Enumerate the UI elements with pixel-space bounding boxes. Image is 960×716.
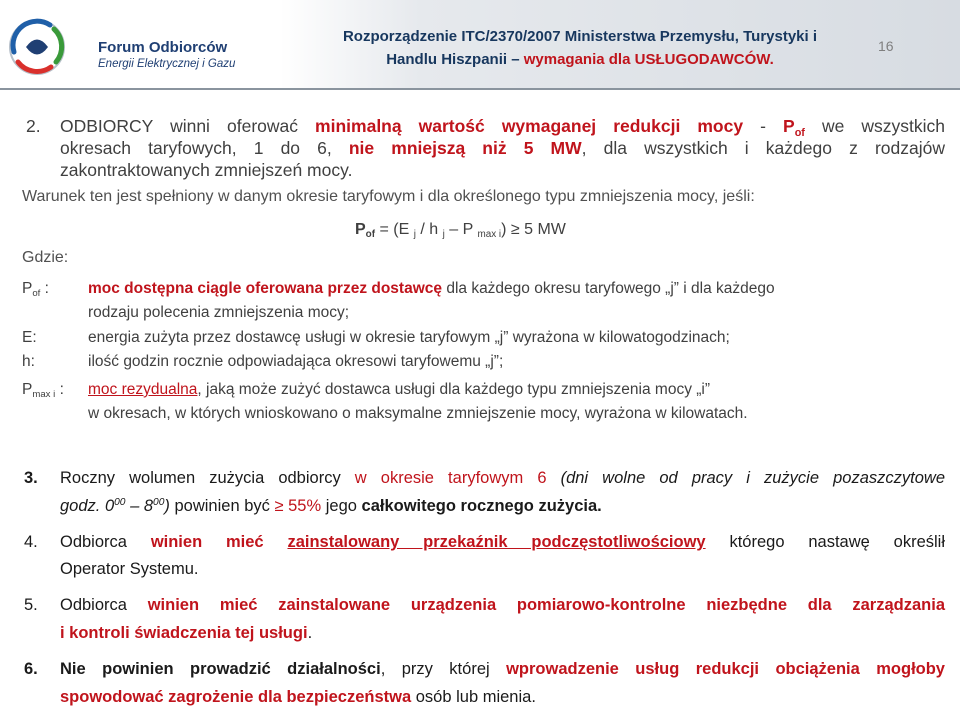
item4-text: Odbiorca	[60, 533, 151, 551]
item3-sup: 00	[114, 497, 126, 509]
formula-sub: j	[442, 229, 445, 241]
item3-text: Roczny wolumen zużycia odbiorcy	[60, 469, 355, 487]
item3-percent: 55%	[283, 497, 322, 515]
item4-number: 4.	[24, 533, 38, 551]
slide-title-line-1: Rozporządzenie ITC/2370/2007 Ministerstwa Przemysłu, Turystyki i	[342, 28, 818, 45]
def-pof-symbol	[22, 277, 84, 301]
item2-text: -	[743, 116, 783, 136]
item2-text: okresach taryfowych, 1 do 6,	[60, 138, 349, 158]
def-symbol: P	[22, 381, 33, 398]
formula-p: P	[355, 221, 366, 238]
item3-italic: (dni wolne od pracy i zużycie pozaszczytowe	[546, 469, 945, 487]
header-divider	[0, 88, 960, 90]
item6-emphasis: wprowadzenie usług redukcji obciążenia mogłoby	[506, 660, 945, 678]
item5-text: Odbiorca	[60, 596, 148, 614]
item6-bold: Nie powinien prowadzić działalności	[60, 660, 381, 678]
item6-line-1	[60, 657, 945, 681]
def-e-symbol: E:	[22, 329, 37, 346]
def-symbol-sub: of	[32, 288, 41, 300]
item6-text: osób lub mienia.	[411, 688, 536, 706]
def-emphasis: moc rezydualna	[88, 381, 198, 398]
def-e-text: energia zużyta przez dostawcę usługi w okresie taryfowym „j” wyrażona w kilowatogodzinach;	[88, 329, 730, 346]
def-emphasis: moc dostępna ciągle oferowana przez dostawcę	[88, 280, 443, 297]
item2-symbol-sub: of	[794, 126, 805, 139]
where-label: Gdzie:	[22, 249, 69, 266]
slide-title-prefix: Handlu Hiszpanii –	[386, 51, 524, 68]
def-pof-line-1	[88, 277, 938, 301]
def-h-symbol: h:	[22, 353, 35, 370]
def-pmax-line-1	[88, 378, 938, 402]
logo-emblem-icon	[6, 16, 68, 78]
item2-emphasis: nie mniejszą niż 5 MW	[348, 138, 582, 158]
def-colon: :	[55, 381, 64, 398]
def-symbol: P	[22, 280, 33, 297]
item6-text: , przy której	[380, 660, 507, 678]
item3-geq: ≥	[274, 497, 284, 515]
item2-symbol-p: P	[783, 116, 795, 136]
item3-italic: godz. 0	[60, 497, 115, 515]
formula-part: – P	[444, 221, 478, 238]
formula-part: )	[501, 221, 507, 238]
formula-part: / h	[415, 221, 443, 238]
item4-emphasis: winien mieć	[150, 533, 264, 551]
def-pmax-line-2: w okresach, w których wnioskowano o maksymalne zmniejszenie mocy, wyrażona w kilowatach.	[88, 405, 748, 422]
item5-number: 5.	[24, 596, 38, 614]
def-h-text: ilość godzin rocznie odpowiadająca okresowi taryfowemu „j”;	[88, 353, 504, 370]
item4-line-2: Operator Systemu.	[60, 560, 199, 578]
item4-text: którego nastawę określił	[705, 533, 945, 551]
item3-italic: – 8	[125, 497, 154, 515]
item3-line-2	[60, 494, 945, 518]
item3-line-1	[60, 466, 945, 490]
def-symbol-sub: max i	[32, 389, 56, 401]
item2-text: , dla wszystkich i każdego z rodzajów	[581, 138, 945, 158]
item6-number: 6.	[24, 660, 38, 678]
def-pof-line-2: rodzaju polecenia zmniejszenia mocy;	[88, 304, 350, 321]
logo-subtitle: Energii Elektrycznej i Gazu	[98, 58, 236, 70]
item3-bold: całkowitego rocznego zużycia.	[361, 497, 602, 515]
formula-part: = (E	[375, 221, 414, 238]
item2-number: 2.	[26, 116, 41, 136]
item2-line-1	[60, 114, 945, 138]
item2-line-2	[60, 136, 945, 160]
item3-italic: )	[164, 497, 170, 515]
item5-text	[257, 596, 278, 614]
item3-sup: 00	[153, 497, 165, 509]
item6-line-2	[60, 685, 945, 709]
item5-emphasis: i kontroli świadczenia tej usługi	[60, 624, 308, 642]
slide-title-highlight: wymagania dla USŁUGODAWCÓW.	[523, 51, 774, 68]
item5-text: .	[307, 624, 313, 642]
slide-title-line-2	[290, 49, 870, 71]
item4-line-1	[60, 530, 945, 554]
def-text: dla każdego okresu taryfowego „j” i dla każdego	[442, 280, 775, 297]
item3-number: 3.	[24, 469, 38, 487]
formula-sub: max i	[477, 229, 502, 241]
formula-value: 5 MW	[524, 221, 566, 238]
item5-emphasis: winien mieć	[147, 596, 258, 614]
item3-emphasis: w okresie taryfowym 6	[354, 469, 547, 487]
formula-geq: ≥	[506, 221, 525, 238]
logo-title: Forum Odbiorców	[98, 39, 228, 56]
item5-line-1	[60, 593, 945, 617]
def-pmax-symbol	[22, 378, 86, 402]
def-text: , jaką może zużyć dostawca usługi dla każdego typu zmniejszenia mocy „i”	[197, 381, 711, 398]
item5-line-2	[60, 621, 945, 645]
item2-emphasis: minimalną wartość wymaganej redukcji mocy	[315, 116, 744, 136]
def-colon: :	[40, 280, 49, 297]
formula	[355, 218, 675, 242]
item2-line-3: zakontraktowanych zmniejszeń mocy.	[60, 160, 353, 180]
item4-emphasis: zainstalowany przekaźnik podczęstotliwościowy	[287, 533, 706, 551]
item2-text: we wszystkich	[804, 116, 946, 136]
formula-p-sub: of	[365, 229, 376, 241]
item6-emphasis: spowodować zagrożenie dla bezpieczeństwa	[60, 688, 412, 706]
page-number: 16	[878, 38, 894, 54]
item5-emphasis: zainstalowane urządzenia pomiarowo-kontrolne niezbędne dla zarządzania	[278, 596, 945, 614]
item4-text	[264, 533, 288, 551]
condition-text: Warunek ten jest spełniony w danym okresie taryfowym i dla określonego typu zmniejszenia mocy, jeśli:	[22, 188, 755, 205]
item3-text: jego	[321, 497, 362, 515]
item3-text: powinien być	[169, 497, 275, 515]
formula-sub: j	[413, 229, 416, 241]
item2-text: ODBIORCY winni oferować	[60, 116, 316, 136]
